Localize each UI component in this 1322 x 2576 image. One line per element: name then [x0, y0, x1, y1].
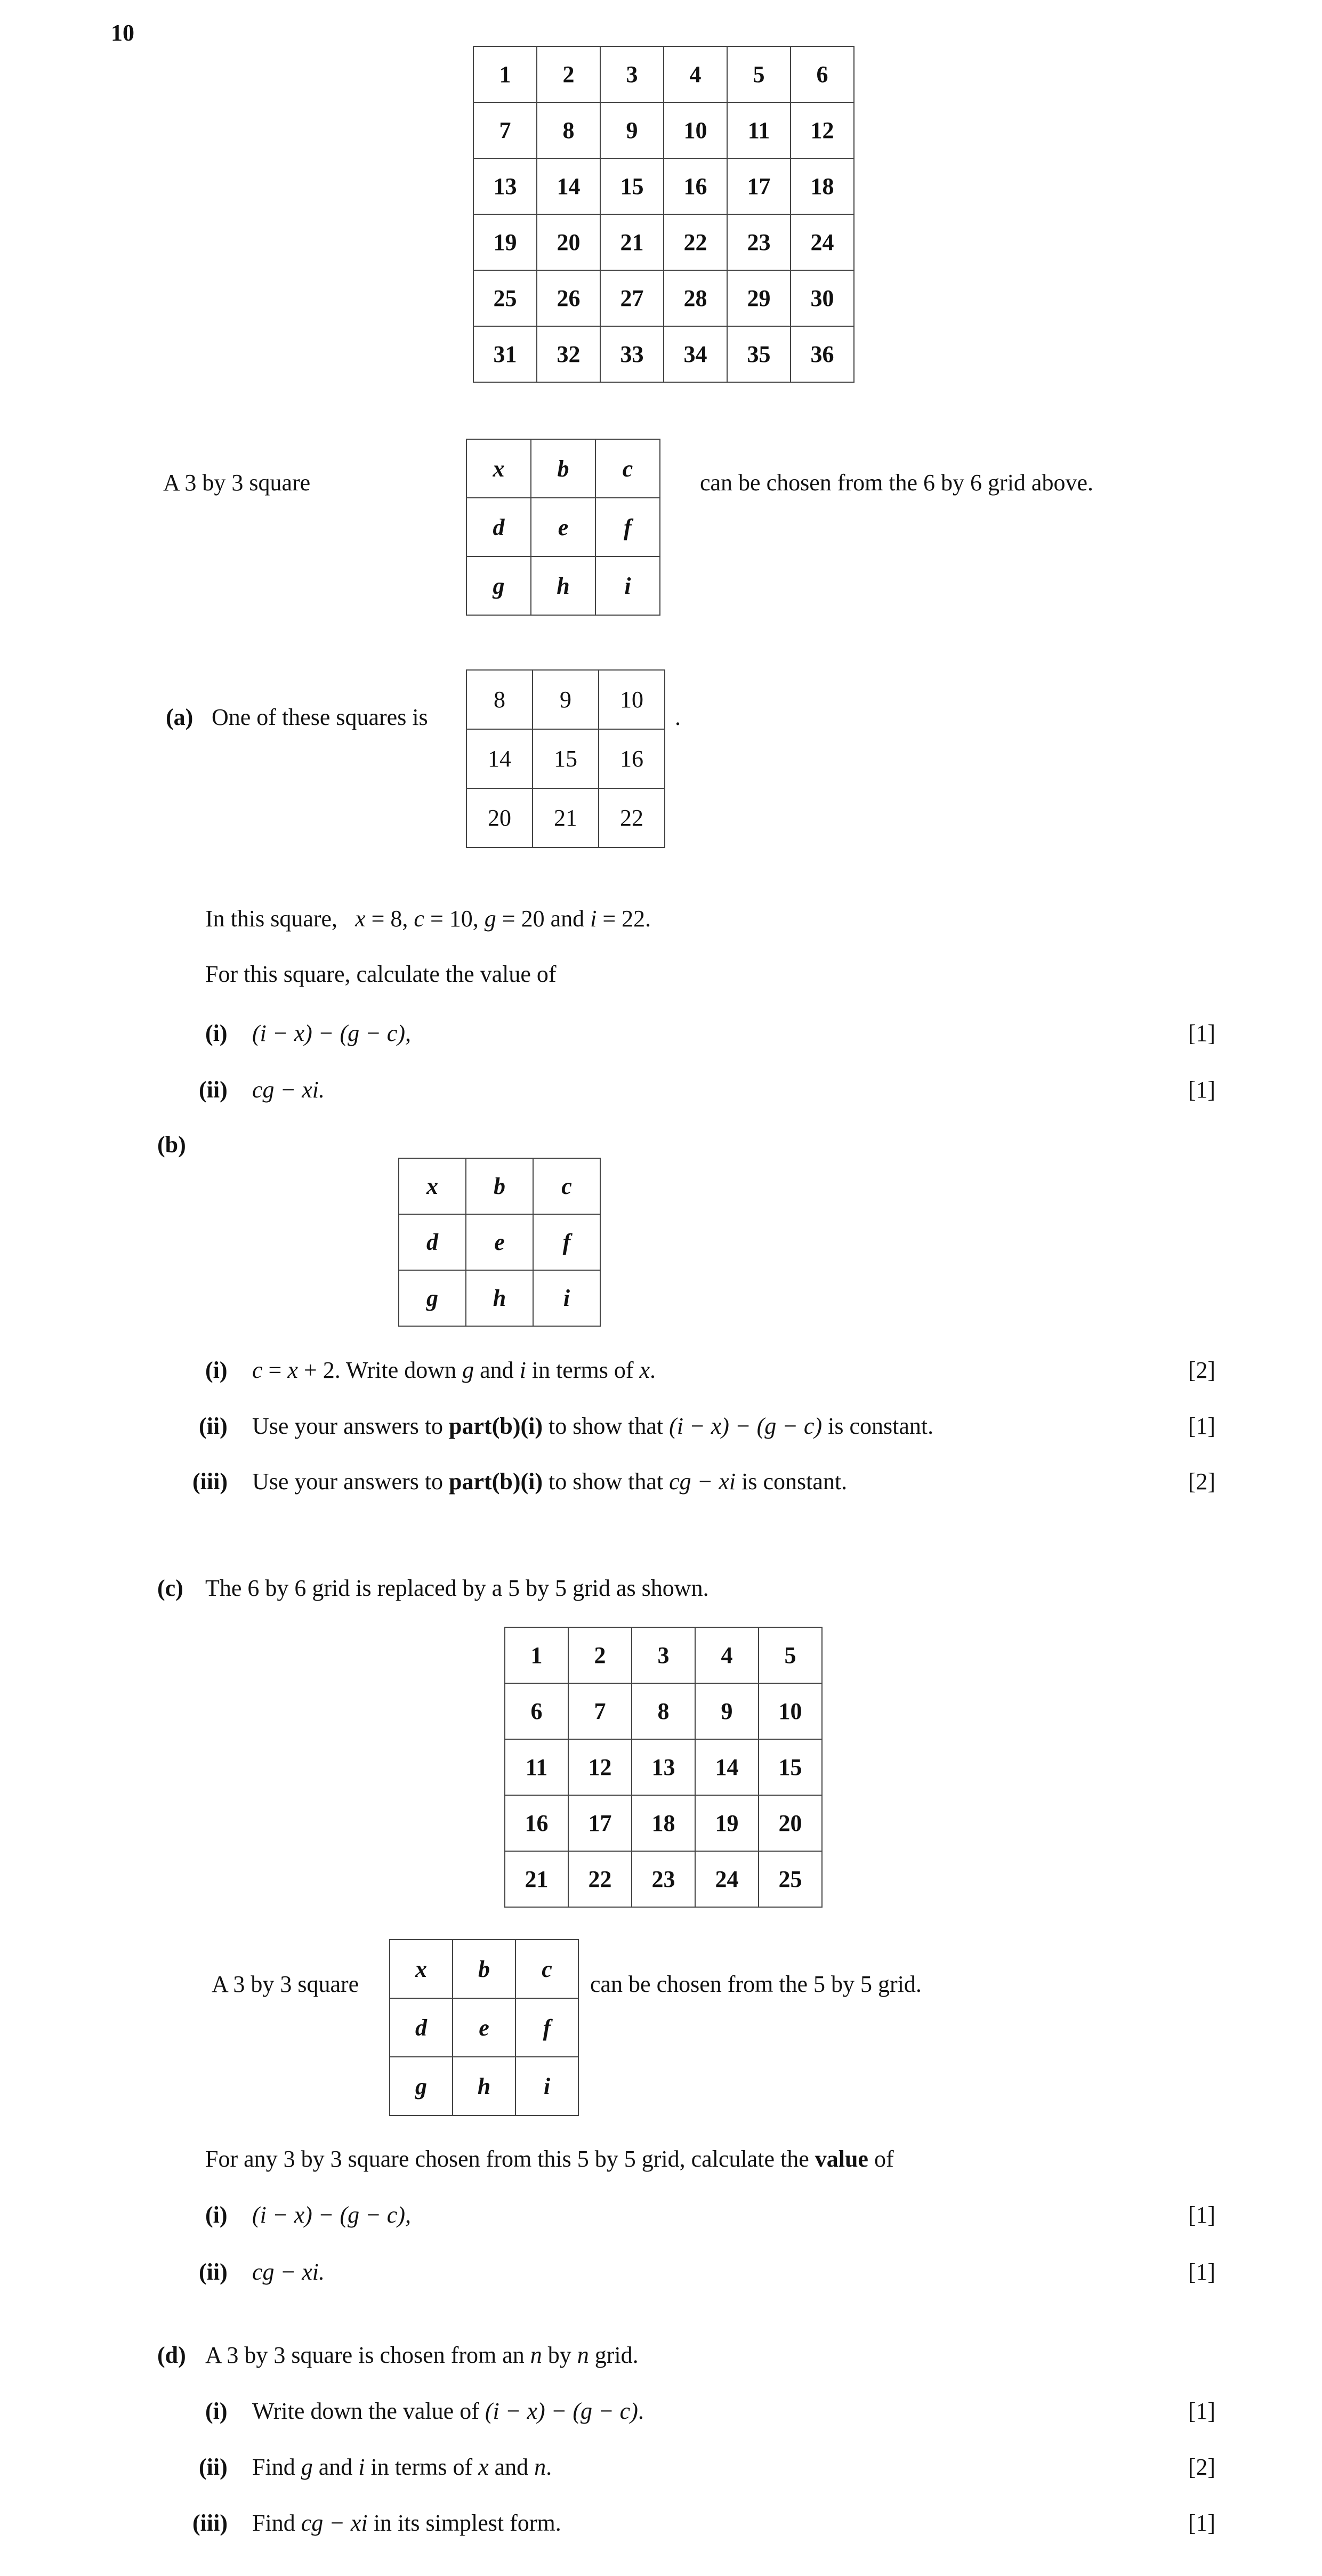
grid-5x5-cell: 4 [695, 1627, 759, 1683]
given-var-x: x [355, 906, 366, 932]
grid-6x6-cell: 26 [537, 270, 600, 326]
grid-6x6-cell: 29 [727, 270, 791, 326]
part-a-i-mark: [1] [1188, 1020, 1215, 1046]
number-square-a [466, 669, 665, 848]
number-square-cell: 22 [599, 788, 665, 847]
b-iii-expr: cg − xi [669, 1468, 736, 1495]
b-i-text-4: in terms of [526, 1357, 640, 1383]
grid-5x5-cell: 20 [759, 1795, 822, 1851]
grid-6x6-cell: 36 [791, 326, 854, 382]
grid-5x5-cell: 7 [568, 1683, 632, 1739]
part-a-ii-label: (ii) [199, 1077, 228, 1103]
grid-6x6-cell: 1 [473, 46, 537, 102]
grid-6x6-row [473, 158, 854, 214]
part-a-text: One of these squares is [212, 704, 428, 730]
grid-5x5-cell: 18 [632, 1795, 695, 1851]
grid-5x5-cell: 17 [568, 1795, 632, 1851]
grid-5x5-cell: 15 [759, 1739, 822, 1795]
d-text-2: by [542, 2342, 577, 2368]
b-i-var-x2: x [639, 1357, 650, 1383]
letters-square-cell: b [531, 439, 595, 498]
d-ii-text-2: and [312, 2454, 359, 2480]
given-val-i: = 22. [596, 906, 651, 932]
grid-6x6-cell: 15 [600, 158, 664, 214]
number-square-cell: 10 [599, 670, 665, 729]
grid-6x6-cell: 21 [600, 214, 664, 270]
part-a-ii-mark: [1] [1188, 1077, 1215, 1103]
d-var-n1: n [530, 2342, 542, 2368]
c-instr-1: For any 3 by 3 square chosen from this 5 by 5 grid, calculate the [205, 2146, 815, 2172]
grid-6x6-cell: 3 [600, 46, 664, 102]
grid-6x6-cell: 25 [473, 270, 537, 326]
b-ii-ref: part(b)(i) [449, 1413, 543, 1439]
grid-6x6-cell: 4 [664, 46, 727, 102]
part-d-text [205, 2341, 639, 2369]
grid-5x5-cell: 23 [632, 1851, 695, 1907]
d-ii-var-i: i [358, 2454, 365, 2480]
given-var-i: i [590, 906, 597, 932]
grid-6x6-cell: 16 [664, 158, 727, 214]
d-ii-var-g: g [301, 2454, 313, 2480]
d-text-3: grid. [589, 2342, 639, 2368]
number-square-row [466, 729, 665, 788]
d-text-1: A 3 by 3 square is chosen from an [205, 2342, 530, 2368]
d-i-expr: (i − x) − (g − c) [485, 2398, 638, 2424]
letters-square-cell: c [595, 439, 660, 498]
part-d-i-mark: [1] [1188, 2398, 1215, 2424]
letters-square-cell: x [466, 439, 531, 498]
part-a-i-label: (i) [205, 1020, 228, 1046]
part-d-ii-mark: [2] [1188, 2454, 1215, 2480]
letters-square-cell: f [533, 1214, 600, 1270]
d-ii-text-1: Find [252, 2454, 301, 2480]
grid-6x6-cell: 8 [537, 102, 600, 158]
part-b-iii-text [252, 1468, 847, 1495]
given-var-c: c [414, 906, 424, 932]
letters-square-cell: g [390, 2057, 453, 2115]
number-square-cell: 14 [466, 729, 533, 788]
grid-5x5-cell: 21 [505, 1851, 568, 1907]
grid-6x6-cell: 24 [791, 214, 854, 270]
c-instr-bold: value [815, 2146, 868, 2172]
grid-6x6-cell: 19 [473, 214, 537, 270]
part-d-i-label: (i) [205, 2398, 228, 2424]
d-ii-text-4: and [488, 2454, 535, 2480]
part-b-i-label: (i) [205, 1357, 228, 1383]
letters-square-row [466, 556, 660, 615]
grid-5x5-cell: 2 [568, 1627, 632, 1683]
grid-5x5-cell: 10 [759, 1683, 822, 1739]
part-a-i-expr: (i − x) − (g − c), [252, 1020, 411, 1046]
number-square-cell: 16 [599, 729, 665, 788]
d-ii-text-3: in terms of [365, 2454, 479, 2480]
part-c-ii-label: (ii) [199, 2259, 228, 2285]
part-c-i-mark: [1] [1188, 2202, 1215, 2228]
letters-square-cell: c [515, 1940, 578, 1998]
d-iii-text-2: in its simplest form. [367, 2510, 561, 2536]
part-b-i-mark: [2] [1188, 1357, 1215, 1383]
b-i-text-1: = [262, 1357, 288, 1383]
grid-6x6-cell: 2 [537, 46, 600, 102]
grid-5x5-cell: 24 [695, 1851, 759, 1907]
letters-square-cell: d [399, 1214, 466, 1270]
d-i-text-2: . [638, 2398, 644, 2424]
question-number: 10 [111, 20, 134, 46]
letters-square-b [398, 1158, 601, 1327]
part-c-instruction [205, 2145, 894, 2173]
letters-square-cell: f [595, 498, 660, 556]
grid-5x5-row [505, 1627, 822, 1683]
part-c-square-before: A 3 by 3 square [212, 1971, 359, 1997]
b-ii-expr: (i − x) − (g − c) [669, 1413, 823, 1439]
grid-6x6-row [473, 46, 854, 102]
grid-6x6 [473, 46, 855, 383]
b-i-text-3: and [474, 1357, 520, 1383]
grid-5x5-cell: 22 [568, 1851, 632, 1907]
letters-square-cell: g [399, 1270, 466, 1326]
b-ii-text-3: is constant. [822, 1413, 934, 1439]
letters-square-cell: d [390, 1998, 453, 2057]
b-i-var-c: c [252, 1357, 263, 1383]
number-square-cell: 21 [533, 788, 599, 847]
b-i-var-i: i [519, 1357, 526, 1383]
letters-square-cell: e [466, 1214, 533, 1270]
given-var-g: g [484, 906, 496, 932]
d-var-n2: n [577, 2342, 589, 2368]
grid-5x5-row [505, 1795, 822, 1851]
number-square-cell: 20 [466, 788, 533, 847]
letters-square-cell: h [531, 556, 595, 615]
grid-6x6-cell: 10 [664, 102, 727, 158]
part-c-square-after: can be chosen from the 5 by 5 grid. [590, 1971, 922, 1997]
d-ii-text-5: . [546, 2454, 552, 2480]
part-b-iii-mark: [2] [1188, 1468, 1215, 1495]
b-iii-text-1: Use your answers to [252, 1468, 449, 1495]
letters-square-row [466, 439, 660, 498]
letters-square-cell: d [466, 498, 531, 556]
part-d-i-text [252, 2397, 644, 2425]
d-iii-expr: cg − xi [301, 2510, 368, 2536]
number-square-cell: 15 [533, 729, 599, 788]
grid-6x6-cell: 18 [791, 158, 854, 214]
part-c-ii-expr: cg − xi. [252, 2259, 325, 2285]
part-b-iii-label: (iii) [192, 1468, 228, 1495]
grid-6x6-cell: 17 [727, 158, 791, 214]
grid-6x6-row [473, 102, 854, 158]
letters-square-row [399, 1158, 600, 1214]
c-instr-2: of [868, 2146, 894, 2172]
d-i-text-1: Write down the value of [252, 2398, 485, 2424]
part-c-label: (c) [157, 1575, 183, 1601]
grid-5x5-cell: 19 [695, 1795, 759, 1851]
b-i-var-g: g [462, 1357, 474, 1383]
grid-6x6-cell: 5 [727, 46, 791, 102]
grid-5x5 [504, 1627, 823, 1908]
grid-5x5-cell: 3 [632, 1627, 695, 1683]
number-square-cell: 8 [466, 670, 533, 729]
letters-square-c [389, 1939, 579, 2116]
grid-6x6-cell: 22 [664, 214, 727, 270]
part-d-label: (d) [157, 2342, 186, 2368]
letters-square-cell: f [515, 1998, 578, 2057]
b-iii-text-2: to show that [543, 1468, 670, 1495]
grid-6x6-cell: 32 [537, 326, 600, 382]
part-a-label: (a) [166, 704, 194, 730]
letters-square-cell: x [390, 1940, 453, 1998]
given-val-g: = 20 and [496, 906, 591, 932]
grid-6x6-cell: 14 [537, 158, 600, 214]
letters-square-intro [466, 439, 660, 616]
grid-6x6-cell: 20 [537, 214, 600, 270]
b-i-text-2: + 2. Write down [297, 1357, 463, 1383]
part-c-i-expr: (i − x) − (g − c), [252, 2202, 411, 2228]
letters-square-cell: e [531, 498, 595, 556]
given-prefix: In this square, [205, 906, 338, 932]
b-i-text-5: . [650, 1357, 656, 1383]
grid-5x5-cell: 1 [505, 1627, 568, 1683]
grid-5x5-row [505, 1739, 822, 1795]
part-c-i-label: (i) [205, 2202, 228, 2228]
grid-6x6-cell: 27 [600, 270, 664, 326]
grid-6x6-cell: 9 [600, 102, 664, 158]
letters-square-row [399, 1214, 600, 1270]
grid-5x5-cell: 13 [632, 1739, 695, 1795]
given-val-x: = 8, [365, 906, 414, 932]
grid-5x5-cell: 14 [695, 1739, 759, 1795]
grid-5x5-row [505, 1851, 822, 1907]
b-ii-text-1: Use your answers to [252, 1413, 449, 1439]
letters-square-cell: h [453, 2057, 515, 2115]
number-square-row [466, 788, 665, 847]
b-ii-text-2: to show that [543, 1413, 670, 1439]
b-i-var-x: x [287, 1357, 298, 1383]
grid-5x5-cell: 11 [505, 1739, 568, 1795]
letters-square-cell: b [453, 1940, 515, 1998]
part-d-iii-text [252, 2509, 561, 2537]
part-d-ii-label: (ii) [199, 2454, 228, 2480]
grid-5x5-row [505, 1683, 822, 1739]
letters-square-cell: x [399, 1158, 466, 1214]
intro-text-after: can be chosen from the 6 by 6 grid above. [700, 470, 1093, 496]
part-b-ii-mark: [1] [1188, 1413, 1215, 1439]
part-d-iii-mark: [1] [1188, 2510, 1215, 2536]
letters-square-row [466, 498, 660, 556]
given-val-c: = 10, [424, 906, 485, 932]
part-b-label: (b) [157, 1132, 186, 1158]
part-b-ii-text [252, 1412, 933, 1440]
grid-6x6-cell: 35 [727, 326, 791, 382]
letters-square-row [390, 1940, 578, 1998]
grid-5x5-cell: 12 [568, 1739, 632, 1795]
grid-5x5-cell: 5 [759, 1627, 822, 1683]
grid-6x6-cell: 33 [600, 326, 664, 382]
letters-square-cell: h [466, 1270, 533, 1326]
letters-square-cell: e [453, 1998, 515, 2057]
d-ii-var-x: x [478, 2454, 489, 2480]
grid-6x6-cell: 23 [727, 214, 791, 270]
grid-6x6-cell: 7 [473, 102, 537, 158]
grid-6x6-cell: 30 [791, 270, 854, 326]
grid-6x6-cell: 11 [727, 102, 791, 158]
grid-6x6-row [473, 326, 854, 382]
part-c-ii-mark: [1] [1188, 2259, 1215, 2285]
part-b-i-text [252, 1356, 656, 1384]
grid-5x5-cell: 6 [505, 1683, 568, 1739]
b-iii-ref: part(b)(i) [449, 1468, 543, 1495]
part-a-end: . [675, 704, 681, 730]
part-a-ii-expr: cg − xi. [252, 1077, 325, 1103]
part-a-given [205, 905, 651, 932]
grid-6x6-cell: 12 [791, 102, 854, 158]
letters-square-row [399, 1270, 600, 1326]
d-ii-var-n: n [534, 2454, 546, 2480]
grid-6x6-cell: 28 [664, 270, 727, 326]
number-square-row [466, 670, 665, 729]
grid-6x6-cell: 13 [473, 158, 537, 214]
letters-square-row [390, 2057, 578, 2115]
grid-6x6-cell: 6 [791, 46, 854, 102]
grid-6x6-cell: 31 [473, 326, 537, 382]
grid-5x5-cell: 25 [759, 1851, 822, 1907]
letters-square-cell: i [595, 556, 660, 615]
letters-square-cell: b [466, 1158, 533, 1214]
grid-5x5-cell: 9 [695, 1683, 759, 1739]
letters-square-cell: g [466, 556, 531, 615]
part-c-text: The 6 by 6 grid is replaced by a 5 by 5 grid as shown. [205, 1575, 709, 1601]
letters-square-cell: i [533, 1270, 600, 1326]
letters-square-row [390, 1998, 578, 2057]
grid-6x6-row [473, 214, 854, 270]
grid-6x6-row [473, 270, 854, 326]
part-b-ii-label: (ii) [199, 1413, 228, 1439]
grid-5x5-cell: 16 [505, 1795, 568, 1851]
letters-square-cell: i [515, 2057, 578, 2115]
part-d-iii-label: (iii) [192, 2510, 228, 2536]
part-d-ii-text [252, 2453, 552, 2481]
letters-square-cell: c [533, 1158, 600, 1214]
intro-text-before: A 3 by 3 square [163, 470, 311, 496]
d-iii-text-1: Find [252, 2510, 301, 2536]
part-a-instruction: For this square, calculate the value of [205, 961, 557, 987]
number-square-cell: 9 [533, 670, 599, 729]
b-iii-text-3: is constant. [736, 1468, 848, 1495]
grid-5x5-cell: 8 [632, 1683, 695, 1739]
grid-6x6-cell: 34 [664, 326, 727, 382]
